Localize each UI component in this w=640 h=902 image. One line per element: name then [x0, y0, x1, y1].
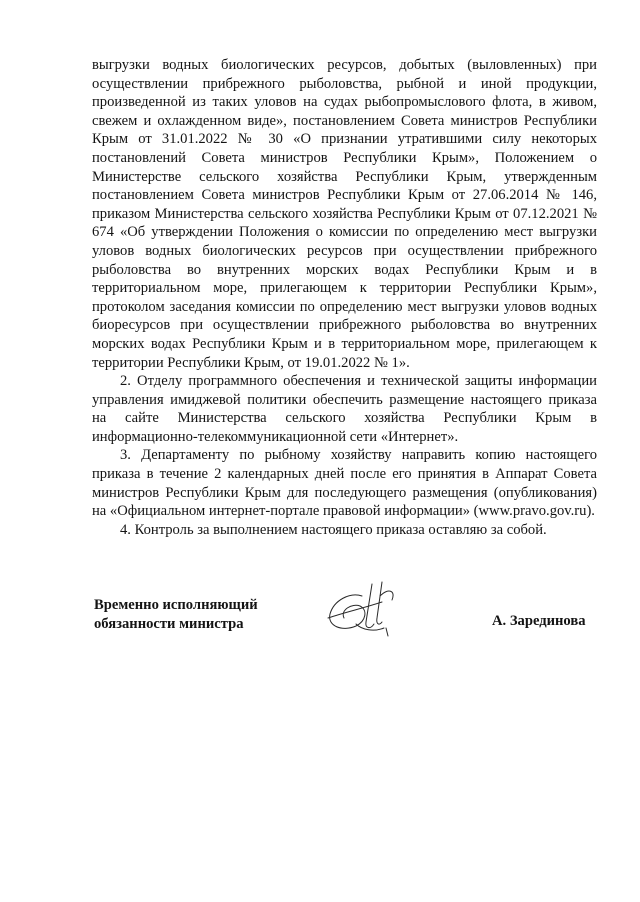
signatory-title-line2: обязанности министра [94, 615, 244, 632]
signatory-title-line1: Временно исполняющий [94, 597, 258, 613]
paragraph-continuation: выгрузки водных биологических ресурсов, добытых (выловленных) при осуществлении прибрежного рыболовства, рыбной и иной продукции, произведенной из таких уловов на судах рыбопромыслового флота, в живом, свежем и охлажденном виде», постановлением Совета министров Республики Крым от 31.01.2022 № 30 «О признании утратившими силу некоторых постановлений Совета министров Республики Крым», Положением о Министерстве сельского хозяйства Республики Крым, утвержденным постановлением Совета министров Республики Крым от 27.06.2014 № 146, приказом Министерства сельского хозяйства Республики Крым от 07.12.2021 № 674 «Об утверждении Положения о комиссии по определению мест выгрузки уловов водных биологических ресурсов при осуществлении прибрежного рыболовства во внутренних морских водах Республики Крым и в территориальном море, прилегающем к территории Республики Крым», протоколом заседания комиссии по определению мест выгрузки уловов водных биоресурсов при осуществлении прибрежного рыболовства во внутренних морских водах Республики Крым и в территориальном море, прилегающем к территории Республики Крым, от 19.01.2022 № 1». [92, 57, 597, 371]
paragraph-item-4: 4. Контроль за выполнением настоящего приказа оставляю за собой. [120, 521, 547, 538]
signatory-title [94, 596, 294, 633]
handwritten-signature-icon [322, 578, 406, 640]
paragraph-item-2: 2. Отделу программного обеспечения и технической защиты информации управления имиджевой политики обеспечить размещение настоящего приказа на сайте Министерства сельского хозяйства Республики Крым в информационно-телекоммуникационной сети «Интернет». [92, 373, 597, 445]
signatory-name: А. Зарединова [492, 613, 586, 629]
document-body [92, 56, 597, 539]
paragraph-item-3: 3. Департаменту по рыбному хозяйству направить копию настоящего приказа в течение 2 календарных дней после его принятия в Аппарат Совета министров Республики Крым для последующего размещения (опубликования) на «Официальном интернет-портале правовой информации» (www.pravo.gov.ru). [92, 447, 597, 520]
